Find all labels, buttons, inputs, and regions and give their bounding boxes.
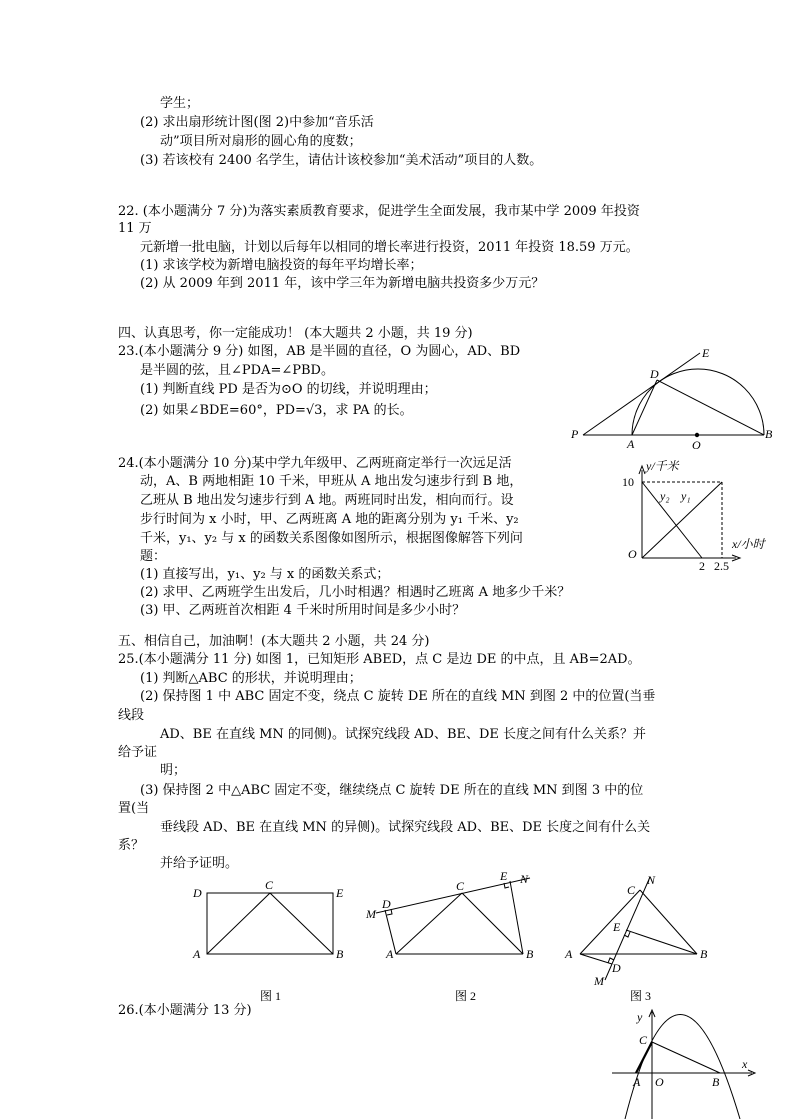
q25-line: 线段	[118, 708, 145, 723]
q25-line: (1) 判断△ABC 的形状，并说明理由；	[140, 671, 362, 686]
x-tick-25: 2.5	[714, 559, 729, 573]
figure-1	[207, 893, 333, 954]
segment-bc	[270, 893, 333, 954]
q24-line: (1) 直接写出，y₁、y₂ 与 x 的函数关系式；	[140, 567, 390, 582]
y-tick-10: 10	[622, 475, 634, 489]
f3-label-a: A	[565, 947, 573, 961]
chord-bd	[657, 380, 764, 435]
q22-line: 元新增一批电脑，计划以后每年以相同的增长率进行投资，2011 年投资 18.59 万元。	[140, 240, 639, 255]
q24-line: 乙班从 B 地出发匀速步行到 A 地。两班同时出发，相向而行。设	[140, 493, 514, 508]
label-a: A	[627, 437, 635, 451]
f3-label-d: D	[612, 961, 621, 975]
line-y2	[642, 482, 702, 558]
q25-line: 并给予证明。	[160, 856, 239, 871]
q25-line: 明；	[160, 763, 187, 778]
q22-line: (2) 从 2009 年到 2011 年，该中学三年为新增电脑共投资多少万元？	[140, 276, 545, 291]
q25-line: 置(当	[118, 801, 150, 816]
q21-line: 学生；	[160, 96, 200, 111]
y-arrow	[639, 466, 645, 474]
label-d: D	[650, 367, 659, 381]
figure-caption: 图 1	[260, 989, 282, 1003]
f2-label-b: B	[526, 947, 534, 961]
label-b: B	[712, 1075, 720, 1089]
segment-bc	[462, 893, 523, 954]
right-angle-e	[624, 932, 630, 937]
label-e: E	[702, 346, 710, 360]
label-y1: y₁	[681, 489, 691, 503]
y-arrow	[649, 1010, 655, 1017]
q25-line: (3) 保持图 2 中△ABC 固定不变，继续绕点 C 旋转 DE 所在的直线 MN 到图 3 中的位	[140, 783, 644, 798]
label-a: A	[633, 1075, 641, 1089]
q26-line: 26.(本小题满分 13 分)	[118, 1003, 252, 1018]
f2-label-c: C	[456, 879, 465, 893]
q23-line: (2) 如果∠BDE=60°，PD=√3，求 PA 的长。	[140, 403, 413, 418]
section-heading: 四、认真思考，你一定能成功！ (本大题共 2 小题，共 19 分)	[118, 326, 473, 341]
q23-line: 23.(本小题满分 9 分) 如图，AB 是半圆的直径，O 为圆心，AD、BD	[118, 344, 521, 359]
origin-label: O	[628, 547, 637, 561]
segment-ad	[385, 910, 396, 954]
x-axis-label: x/小时	[732, 537, 765, 551]
f2-label-n: N	[520, 872, 529, 886]
x-arrow	[732, 555, 740, 561]
right-angle-d	[387, 909, 392, 915]
segment-bc	[640, 890, 697, 954]
f3-label-b: B	[700, 947, 708, 961]
segment-be	[626, 930, 697, 954]
x-tick-2: 2	[699, 559, 705, 573]
figure-2	[376, 878, 530, 954]
label-b: B	[765, 427, 773, 441]
parabola	[625, 1015, 740, 1119]
q24-line: 题：	[140, 549, 167, 564]
segment-ad	[580, 954, 612, 964]
f2-label-e: E	[500, 869, 508, 883]
q25-line: (2) 保持图 1 中 ABC 固定不变，绕点 C 旋转 DE 所在的直线 MN 到图 2 中的位置(当垂	[140, 689, 656, 704]
label-c: C	[639, 1033, 648, 1047]
q21-line: (3) 若该校有 2400 名学生，请估计该校参加“美术活动”项目的人数。	[140, 153, 543, 168]
f1-label-b: B	[336, 947, 344, 961]
tangent-line-pe	[583, 353, 700, 435]
f1-label-e: E	[336, 886, 344, 900]
q25-line: 垂线段 AD、BE 在直线 MN 的异侧)。试探究线段 AD、BE、DE 长度之间有什么关	[160, 820, 651, 835]
q24-line: 千米，y₁、y₂ 与 x 的函数关系图像如图所示，根据图像解答下列问	[140, 531, 523, 546]
right-angle-e	[504, 883, 509, 888]
line-mn	[376, 878, 530, 913]
rectangle-abed	[207, 893, 333, 954]
f2-label-m: M	[366, 907, 376, 921]
q24-line: (3) 甲、乙两班首次相距 4 千米时所用时间是多少小时？	[140, 603, 466, 618]
q24-line: 步行时间为 x 小时，甲、乙两班离 A 地的距离分别为 y₁ 千米、y₂	[140, 512, 519, 527]
f3-label-e: E	[613, 920, 621, 934]
section-heading: 五、相信自己，加油啊！(本大题共 2 小题，共 24 分)	[118, 634, 430, 649]
q24-line: 24.(本小题满分 10 分)某中学九年级甲、乙两班商定举行一次远足活	[118, 456, 512, 471]
q23-line: (1) 判断直线 PD 是否为⊙O 的切线，并说明理由；	[140, 382, 437, 397]
q25-line: 系？	[118, 838, 145, 853]
label-y2: y₂	[660, 489, 670, 503]
q24-line: 动，A、B 两地相距 10 千米，甲班从 A 地出发匀速步行到 B 地，	[140, 474, 523, 489]
f2-label-a: A	[386, 947, 394, 961]
semicircle-arc	[632, 369, 764, 435]
label-x: x	[742, 1057, 748, 1071]
f3-label-n: N	[647, 873, 656, 887]
f3-label-c: C	[627, 883, 636, 897]
f1-label-c: C	[265, 878, 274, 892]
label-o: O	[655, 1075, 664, 1089]
label-o: O	[692, 438, 701, 452]
f2-label-d: D	[382, 897, 391, 911]
f1-label-d: D	[193, 886, 202, 900]
q24-line: (2) 求甲、乙两班学生出发后，几小时相遇？相遇时乙班离 A 地多少千米？	[140, 585, 571, 600]
line-mn	[605, 877, 650, 980]
figure-caption: 图 2	[455, 989, 477, 1003]
q22-line: (1) 求该学校为新增电脑投资的每年平均增长率；	[140, 258, 423, 273]
center-dot	[695, 433, 699, 437]
line-y1	[642, 482, 722, 558]
figure-caption: 图 3	[630, 989, 652, 1003]
right-angle-d	[608, 958, 614, 963]
chord-ad	[632, 380, 657, 435]
f1-label-a: A	[193, 947, 201, 961]
segment-ac	[207, 893, 270, 954]
q22-line: 11 万	[118, 221, 152, 236]
segment-ac	[636, 1042, 652, 1073]
segment-bc	[652, 1042, 720, 1073]
segment-ac	[396, 893, 462, 954]
f3-label-m: M	[594, 974, 604, 988]
label-y: y	[637, 1010, 643, 1024]
q25-line: 25.(本小题满分 11 分) 如图 1，已知矩形 ABED，点 C 是边 DE 的中点，且 AB=2AD。	[118, 652, 641, 667]
q23-line: 是半圆的弦，且∠PDA=∠PBD。	[140, 363, 334, 378]
label-p: P	[571, 427, 579, 441]
q25-line: 给予证	[118, 745, 158, 760]
y-axis-label: y/千米	[646, 459, 679, 473]
q22-line: 22. (本小题满分 7 分)为落实素质教育要求，促进学生全面发展，我市某中学 2009 年投资	[118, 204, 640, 219]
segment-ac	[580, 890, 640, 954]
q25-line: AD、BE 在直线 MN 的同侧)。试探究线段 AD、BE、DE 长度之间有什么关系？并	[160, 727, 647, 742]
x-arrow	[748, 1070, 755, 1076]
q21-line: 动”项目所对扇形的圆心角的度数；	[160, 134, 362, 149]
q21-line: (2) 求出扇形统计图(图 2)中参加“音乐活	[140, 115, 374, 130]
segment-be	[510, 881, 523, 954]
figure-3	[580, 877, 697, 980]
